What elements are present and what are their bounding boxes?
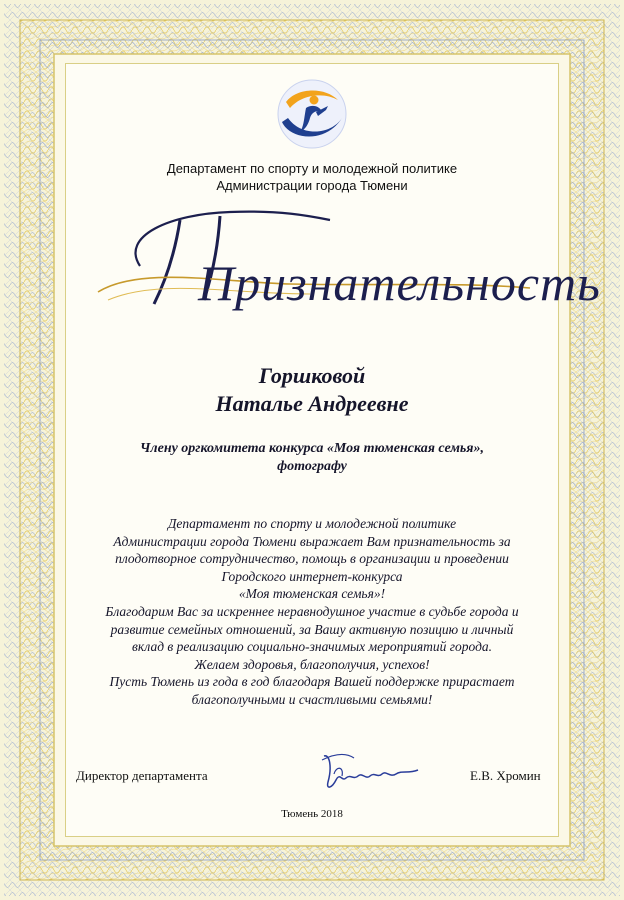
- recipient-surname: Горшковой: [258, 363, 366, 388]
- body-line: Пусть Тюмень из года в год благодаря Вашей поддержке прирастает: [109, 674, 515, 690]
- signatory-position: Директор департамента: [76, 768, 208, 783]
- body-line: вклад в реализацию социально-значимых мероприятий города.: [131, 639, 493, 655]
- body-line: плодотворное сотрудничество, помощь в организации и проведении: [115, 551, 509, 567]
- role-line-2: фотографу: [277, 459, 347, 474]
- place-and-year: Тюмень 2018: [281, 808, 343, 820]
- certificate-title: [80, 196, 601, 326]
- body-line: Желаем здоровья, благополучия, успехов!: [194, 656, 430, 672]
- organization-name: [90, 160, 534, 194]
- body-line: Департамент по спорту и молодежной политике: [167, 516, 457, 531]
- department-logo: [276, 78, 348, 150]
- body-line: развитие семейных отношений, за Вашу активную позицию и личный: [110, 621, 514, 637]
- body-line: «Моя тюменская семья»!: [238, 586, 386, 602]
- body-line: Администрации города Тюмени выражает Вам признательность за: [113, 533, 511, 549]
- organization-line-2: Администрации города Тюмени: [216, 178, 408, 193]
- role-line-1: Члену оргкомитета конкурса «Моя тюменская семья»,: [139, 441, 485, 456]
- signature: [318, 748, 428, 798]
- signatory-name: Е.В. Хромин: [470, 768, 541, 783]
- body-line: Благодарим Вас за искреннее неравнодушное участие в судьбе города и: [105, 603, 519, 619]
- title-text: Признательность: [198, 255, 601, 311]
- recipient-given-name: Наталье Андреевне: [215, 391, 409, 416]
- gratitude-text: [82, 515, 542, 709]
- recipient-name: [90, 362, 534, 418]
- body-line: благополучными и счастливыми семьями!: [191, 691, 433, 707]
- organization-line-1: Департамент по спорту и молодежной политике: [166, 161, 458, 176]
- recipient-role: [90, 440, 534, 476]
- body-line: Городского интернет-конкурса: [221, 568, 403, 584]
